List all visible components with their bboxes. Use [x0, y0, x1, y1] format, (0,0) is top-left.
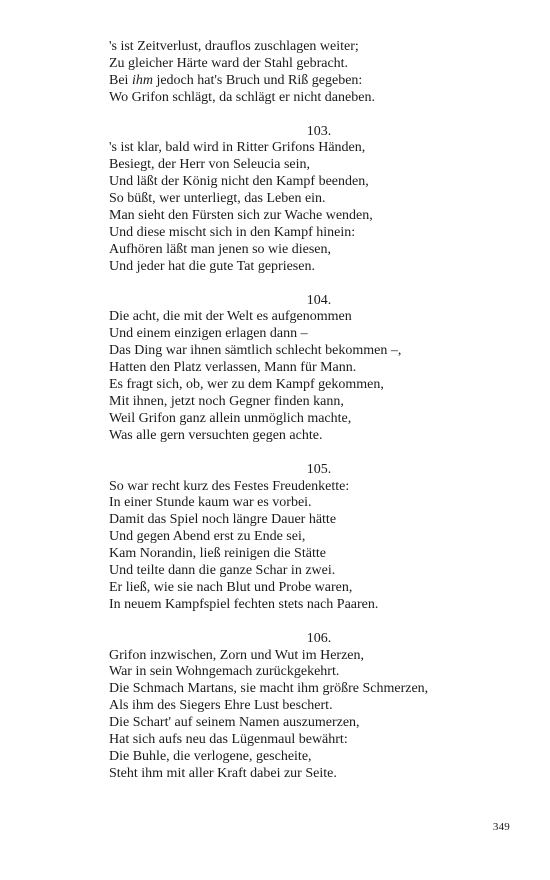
verse-line: Besiegt, der Herr von Seleucia sein, [109, 157, 310, 173]
verse-line: Weil Grifon ganz allein unmöglich machte, [109, 410, 352, 426]
stanza-106 [109, 631, 509, 783]
verse-line: Die acht, die mit der Welt es aufgenommen [109, 309, 352, 325]
stanza-number: 106. [306, 630, 332, 646]
poem-text [109, 39, 509, 800]
verse-fragment: Bei [109, 72, 132, 88]
verse-line: In neuem Kampfspiel fechten stets nach Paaren. [109, 596, 379, 612]
verse-line: Was alle gern versuchten gegen achte. [109, 427, 323, 443]
verse-line: Und diese mischt sich in den Kampf hinein: [109, 224, 356, 240]
verse-line: Damit das Spiel noch längre Dauer hätte [109, 512, 337, 528]
verse-line: Er ließ, wie sie nach Blut und Probe waren, [109, 579, 353, 595]
verse-line: Und gegen Abend erst zu Ende sei, [109, 529, 306, 545]
stanza-number: 103. [306, 123, 332, 139]
verse-line: 's ist Zeitverlust, drauflos zuschlagen weiter; [109, 39, 359, 54]
stanza-number: 105. [306, 461, 332, 477]
stanza-103 [109, 124, 509, 276]
verse-line: Wo Grifon schlägt, da schlägt er nicht daneben. [109, 89, 375, 105]
verse-line: Die Schart' auf seinem Namen auszumerzen, [109, 715, 360, 731]
verse-line: Man sieht den Fürsten sich zur Wache wenden, [109, 208, 373, 224]
stanza-102-end [109, 39, 509, 107]
verse-line: Grifon inzwischen, Zorn und Wut im Herzen, [109, 647, 365, 663]
verse-line-emphasis [109, 73, 509, 90]
verse-line: Die Buhle, die verlogene, gescheite, [109, 749, 312, 764]
verse-line: Zu gleicher Härte ward der Stahl gebracht. [109, 55, 349, 71]
verse-line: Kam Norandin, ließ reinigen die Stätte [109, 546, 326, 562]
stanza-104 [109, 293, 509, 445]
verse-line: Steht ihm mit aller Kraft dabei zur Seite. [109, 765, 337, 781]
verse-line: Es fragt sich, ob, wer zu dem Kampf gekommen, [109, 377, 384, 393]
verse-line: Und teilte dann die ganze Schar in zwei. [109, 563, 336, 579]
verse-line: In einer Stunde kaum war es vorbei. [109, 495, 312, 511]
verse-line: So war recht kurz des Festes Freudenkette: [109, 478, 350, 494]
page-number: 349 [492, 821, 510, 833]
verse-line: Und einem einzigen erlagen dann – [109, 326, 308, 342]
stanza-number: 104. [306, 292, 332, 308]
verse-line: Und läßt der König nicht den Kampf beenden, [109, 174, 369, 190]
verse-line: Das Ding war ihnen sämtlich schlecht bekommen –, [109, 343, 402, 359]
emphasized-word: ihm [131, 72, 153, 88]
stanza-105 [109, 462, 509, 614]
verse-line: War in sein Wohngemach zurückgekehrt. [109, 664, 340, 680]
verse-line: Hat sich aufs neu das Lügenmaul bewährt: [109, 732, 348, 748]
verse-line: So büßt, wer unterliegt, das Leben ein. [109, 191, 326, 207]
verse-fragment: jedoch hat's Bruch und Riß gegeben: [152, 72, 363, 88]
verse-line: Als ihm des Siegers Ehre Lust beschert. [109, 698, 333, 714]
verse-line: Und jeder hat die gute Tat gepriesen. [109, 258, 315, 274]
verse-line: Hatten den Platz verlassen, Mann für Mann. [109, 360, 357, 376]
verse-line: Aufhören läßt man jenen so wie diesen, [109, 241, 331, 257]
verse-line: Die Schmach Martans, sie macht ihm größre Schmerzen, [109, 681, 429, 697]
verse-line: Mit ihnen, jetzt noch Gegner finden kann, [109, 394, 344, 409]
verse-line: 's ist klar, bald wird in Ritter Grifons Händen, [109, 140, 366, 156]
